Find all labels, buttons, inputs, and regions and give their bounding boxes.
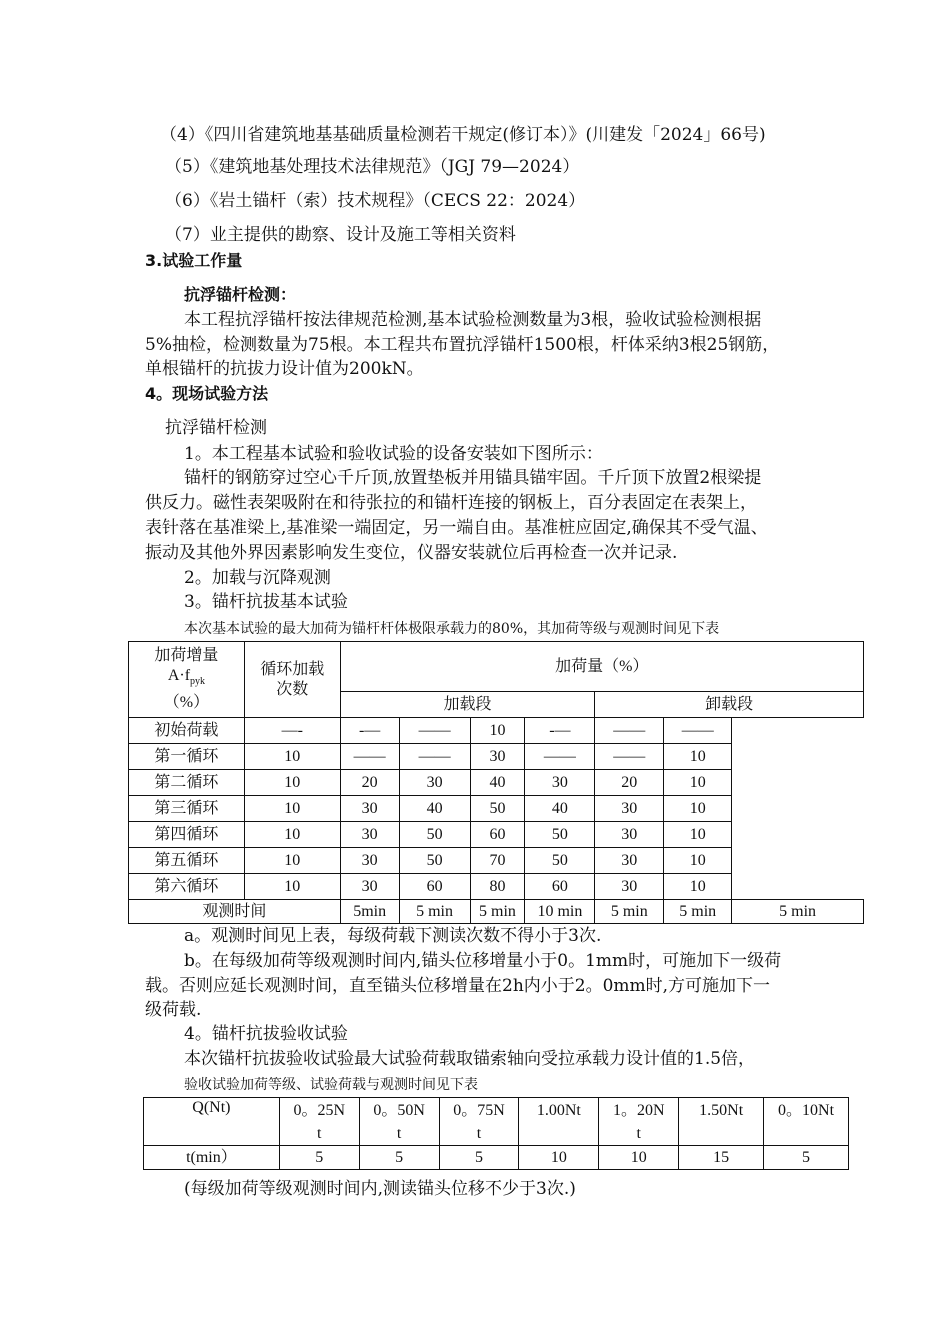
- load-value-cell: 20: [595, 770, 664, 796]
- load-value-cell: 30: [470, 744, 525, 770]
- section-3-subheading: 抗浮锚杆检测：: [184, 285, 297, 304]
- load-value-cell: 40: [470, 770, 525, 796]
- table-row: [129, 822, 864, 848]
- observation-time-cell: 5 min: [399, 900, 470, 924]
- cycle-label: 第五循环: [129, 848, 245, 874]
- load-value-cell: 10: [244, 770, 340, 796]
- load-value-cell: 10: [244, 822, 340, 848]
- load-level-text-wrap: t: [476, 1125, 482, 1142]
- load-level-cell: [359, 1098, 439, 1146]
- ref-7: （7）业主提供的勘察、设计及施工等相关资料: [165, 225, 516, 245]
- basic-test-table: [128, 641, 864, 924]
- table-row: [129, 874, 864, 900]
- load-level-text: 1.00Nt: [536, 1102, 581, 1119]
- load-value-cell: 80: [470, 874, 525, 900]
- load-level-cell: [599, 1098, 679, 1146]
- load-level-text: 1。20N: [612, 1102, 665, 1119]
- ref-5: （5）《建筑地基处理技术法律规范》（JGJ 79—2024）: [165, 157, 580, 177]
- cycle-label: 第三循环: [129, 796, 245, 822]
- section-4-para-line-4: 振动及其他外界因素影响发生变位，仪器安装就位后再检查一次并记录.: [145, 543, 678, 563]
- cycle-label: 初始荷载: [129, 718, 245, 744]
- ref-6: （6）《岩土锚杆（索）技术规程》（CECS 22：2024）: [165, 191, 586, 211]
- section-4-item-1: 1。本工程基本试验和验收试验的设备安装如下图所示：: [184, 444, 603, 464]
- table-row: [129, 900, 864, 924]
- table-row: [144, 1098, 849, 1146]
- load-value-cell: 10: [664, 848, 732, 874]
- load-value-cell: ——: [399, 718, 470, 744]
- footer-note: (每级加荷等级观测时间内,测读锚头位移不少于3次.): [184, 1179, 576, 1199]
- table-row: [129, 744, 864, 770]
- load-value-cell: ——: [664, 718, 732, 744]
- table-row: [129, 848, 864, 874]
- load-value-cell: 10: [244, 744, 340, 770]
- section-3-heading: 3.试验工作量: [145, 251, 243, 270]
- load-value-cell: 40: [525, 796, 595, 822]
- table-row: [129, 718, 864, 744]
- cycle-label: 第二循环: [129, 770, 245, 796]
- load-value-cell: 30: [595, 874, 664, 900]
- load-value-cell: —-: [244, 718, 340, 744]
- load-value-cell: 50: [525, 822, 595, 848]
- section-4-para-line-1: 锚杆的钢筋穿过空心千斤顶,放置垫板并用锚具锚牢固。千斤顶下放置2根梁提: [184, 468, 762, 488]
- cycle-label: 第六循环: [129, 874, 245, 900]
- load-value-cell: 10: [664, 874, 732, 900]
- note-b-line-2: 载。否则应延长观测时间，直至锚头位移增量在2h内小于2。0mm时,方可施加下一: [145, 976, 771, 996]
- load-value-cell: 30: [399, 770, 470, 796]
- observation-time-cell: 5min: [340, 900, 399, 924]
- load-value-cell: -—: [525, 718, 595, 744]
- acceptance-test-table: [143, 1097, 849, 1170]
- observation-time-label: 观测时间: [129, 900, 341, 924]
- load-value-cell: 10: [664, 822, 732, 848]
- section-3-para-line-3: 单根锚杆的抗拔力设计值为200kN。: [145, 359, 424, 379]
- load-level-text: 0。75N: [453, 1102, 505, 1119]
- load-level-cell: [279, 1098, 359, 1146]
- load-value-cell: 50: [399, 822, 470, 848]
- loading-stage-header: 加载段: [340, 692, 595, 718]
- load-value-cell: ——: [399, 744, 470, 770]
- unloading-stage-header: 卸载段: [595, 692, 864, 718]
- note-b-line-1: b。在每级加荷等级观测时间内,锚头位移增量小于0。1mm时，可施加下一级荷: [184, 951, 782, 971]
- load-value-cell: 10: [664, 796, 732, 822]
- section-4-para-line-2: 供反力。磁性表架吸附在和待张拉的和锚杆连接的钢板上，百分表固定在表架上，: [145, 493, 757, 513]
- load-value-cell: 30: [525, 770, 595, 796]
- cycle-label: 第一循环: [129, 744, 245, 770]
- time-cell: 5: [359, 1146, 439, 1170]
- load-level-text: 1.50Nt: [699, 1102, 744, 1119]
- acceptance-test-para: 本次锚杆抗拔验收试验最大试验荷载取锚索轴向受拉承载力设计值的1.5倍，: [184, 1049, 756, 1069]
- observation-time-cell: 5 min: [470, 900, 525, 924]
- load-level-text: 0。25N: [293, 1102, 346, 1119]
- time-cell: 5: [764, 1146, 849, 1170]
- time-cell: 5: [439, 1146, 519, 1170]
- load-value-cell: ——: [595, 718, 664, 744]
- load-label: Q(Nt): [144, 1098, 280, 1146]
- load-value-cell: 60: [470, 822, 525, 848]
- load-value-cell: 30: [340, 796, 399, 822]
- load-level-text: 0。50N: [373, 1102, 425, 1119]
- load-value-cell: 10: [244, 874, 340, 900]
- time-label: t(min）: [144, 1146, 280, 1170]
- table-1-caption: 本次基本试验的最大加荷为锚杆杆体极限承载力的80%，其加荷等级与观测时间见下表: [184, 621, 720, 637]
- section-4-item-2: 2。加载与沉降观测: [184, 568, 331, 588]
- load-value-cell: 10: [664, 744, 732, 770]
- time-cell: 15: [679, 1146, 764, 1170]
- load-value-cell: 60: [525, 874, 595, 900]
- cycle-count-label-2: 次数: [276, 680, 309, 698]
- load-value-cell: 70: [470, 848, 525, 874]
- section-3-para-line-2: 5%抽检，检测数量为75根。本工程共布置抗浮锚杆1500根，杆体采纳3根25钢筋，: [145, 335, 780, 355]
- load-value-cell: 10: [470, 718, 525, 744]
- cycle-label: 第四循环: [129, 822, 245, 848]
- table-row: [129, 796, 864, 822]
- section-4-item-4: 4。锚杆抗拔验收试验: [184, 1024, 348, 1044]
- load-level-text-wrap: t: [396, 1125, 402, 1142]
- time-cell: 10: [599, 1146, 679, 1170]
- load-value-cell: 10: [664, 770, 732, 796]
- load-value-cell: 60: [399, 874, 470, 900]
- section-4-subheading: 抗浮锚杆检测: [165, 418, 267, 438]
- load-level-text-wrap: t: [317, 1125, 322, 1142]
- load-level-text-wrap: t: [636, 1125, 641, 1142]
- load-value-cell: ——: [525, 744, 595, 770]
- cycle-count-header: [244, 642, 340, 718]
- load-value-cell: 30: [595, 822, 664, 848]
- load-increment-unit: （%）: [163, 693, 210, 711]
- observation-time-cell: 5 min: [732, 900, 864, 924]
- load-value-cell: 50: [399, 848, 470, 874]
- load-value-cell: ——: [595, 744, 664, 770]
- load-level-cell: [519, 1098, 599, 1146]
- section-4-item-3: 3。锚杆抗拔基本试验: [184, 592, 348, 612]
- table-row: [144, 1146, 849, 1170]
- ref-4: （4）《四川省建筑地基基础质量检测若干规定(修订本）》(川建发「2024」66号): [160, 125, 766, 145]
- load-value-cell: 30: [340, 848, 399, 874]
- load-value-cell: 50: [470, 796, 525, 822]
- load-increment-label: 加荷增量: [154, 647, 219, 665]
- cycle-count-label-1: 循环加载: [260, 660, 325, 678]
- load-value-cell: 50: [525, 848, 595, 874]
- observation-time-cell: 10 min: [525, 900, 595, 924]
- time-cell: 10: [519, 1146, 599, 1170]
- section-4-heading: 4。现场试验方法: [145, 384, 269, 403]
- section-4-para-line-3: 表针落在基准梁上,基准梁一端固定，另一端自由。基准桩应固定,确保其不受气温、: [145, 518, 768, 538]
- observation-time-cell: 5 min: [595, 900, 664, 924]
- load-increment-header: [129, 642, 245, 718]
- load-value-cell: 30: [595, 848, 664, 874]
- load-value-cell: 30: [340, 822, 399, 848]
- load-level-cell: [764, 1098, 849, 1146]
- load-value-cell: 20: [340, 770, 399, 796]
- load-increment-formula: A·f: [167, 667, 191, 685]
- load-level-cell: [679, 1098, 764, 1146]
- load-value-cell: ——: [340, 744, 399, 770]
- load-level-cell: [439, 1098, 519, 1146]
- load-level-text: 0。10Nt: [778, 1102, 835, 1119]
- section-3-para-line-1: 本工程抗浮锚杆按法律规范检测,基本试验检测数量为3根，验收试验检测根据: [184, 310, 762, 330]
- observation-time-cell: 5 min: [664, 900, 732, 924]
- table-row: [129, 770, 864, 796]
- load-value-cell: 30: [340, 874, 399, 900]
- load-value-cell: 40: [399, 796, 470, 822]
- table-2-caption: 验收试验加荷等级、试验荷载与观测时间见下表: [184, 1077, 478, 1093]
- note-a: a。观测时间见上表，每级荷载下测读次数不得小于3次.: [184, 926, 602, 946]
- time-cell: 5: [279, 1146, 359, 1170]
- load-value-cell: 30: [595, 796, 664, 822]
- load-value-cell: 10: [244, 796, 340, 822]
- load-amount-header: 加荷量（%）: [340, 642, 863, 692]
- load-increment-subscript: pyk: [190, 676, 206, 688]
- load-value-cell: 10: [244, 848, 340, 874]
- note-b-line-3: 级荷载.: [145, 1000, 202, 1020]
- load-value-cell: -—: [340, 718, 399, 744]
